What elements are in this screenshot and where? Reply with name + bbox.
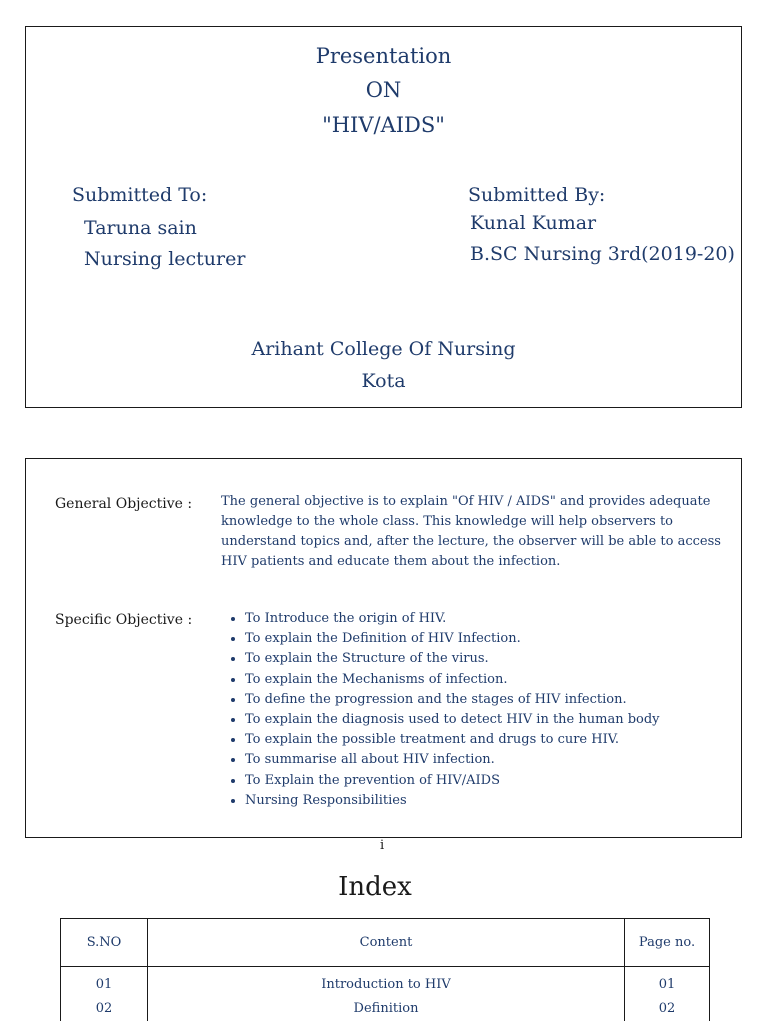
submitted-by-course: B.SC Nursing 3rd(2019-20) [470, 243, 735, 265]
list-item: • To explain the possible treatment and drugs to cure HIV. [245, 730, 660, 750]
table-header-row [61, 919, 710, 967]
presentation-heading: Presentation [315, 44, 452, 68]
cell-content: Definition [148, 997, 625, 1021]
cell-page: 01 [625, 967, 710, 998]
general-objective-text: The general objective is to explain "Of HIV / AIDS" and provides adequate knowledge to the whole class. This knowledge will help observers to understand topics and, after the lecture, the observer will be able to access HIV patients and educate them about the infection. [221, 494, 721, 569]
college-name: Arihant College Of Nursing [251, 338, 516, 360]
list-item: • To explain the Structure of the virus. [245, 649, 660, 669]
list-item: • To summarise all about HIV infection. [245, 750, 660, 770]
header-sno: S.NO [61, 919, 148, 967]
index-title: Index [338, 872, 412, 902]
list-item: • To Introduce the origin of HIV. [245, 609, 660, 629]
header-page-no: Page no. [625, 919, 710, 967]
submitted-by-name: Kunal Kumar [470, 212, 597, 234]
table-row [61, 997, 710, 1021]
list-item: • Nursing Responsibilities [245, 791, 660, 811]
submitted-by-label: Submitted By: [468, 184, 606, 206]
cell-sno: 02 [61, 997, 148, 1021]
title-page-box [25, 26, 742, 408]
submitted-to-role: Nursing lecturer [84, 248, 246, 270]
table-row [61, 967, 710, 998]
specific-objective-label: Specific Objective : [55, 612, 193, 628]
header-content: Content [148, 919, 625, 967]
presentation-on: ON [365, 78, 402, 102]
cell-content: Introduction to HIV [148, 967, 625, 998]
submitted-to-name: Taruna sain [84, 217, 197, 239]
general-objective-label: General Objective : [55, 496, 193, 512]
specific-objective-list [229, 609, 660, 811]
list-item: • To explain the Mechanisms of infection. [245, 670, 660, 690]
presentation-topic: "HIV/AIDS" [322, 113, 445, 137]
index-table [60, 918, 710, 1021]
list-item: • To define the progression and the stages of HIV infection. [245, 690, 660, 710]
list-item: • To explain the diagnosis used to detect HIV in the human body [245, 710, 660, 730]
page-number: i [380, 838, 385, 853]
cell-sno: 01 [61, 967, 148, 998]
submitted-to-label: Submitted To: [72, 184, 208, 206]
objectives-box [25, 458, 742, 838]
cell-page: 02 [625, 997, 710, 1021]
list-item: • To explain the Definition of HIV Infection. [245, 629, 660, 649]
list-item: • To Explain the prevention of HIV/AIDS [245, 771, 660, 791]
college-city: Kota [361, 370, 406, 392]
